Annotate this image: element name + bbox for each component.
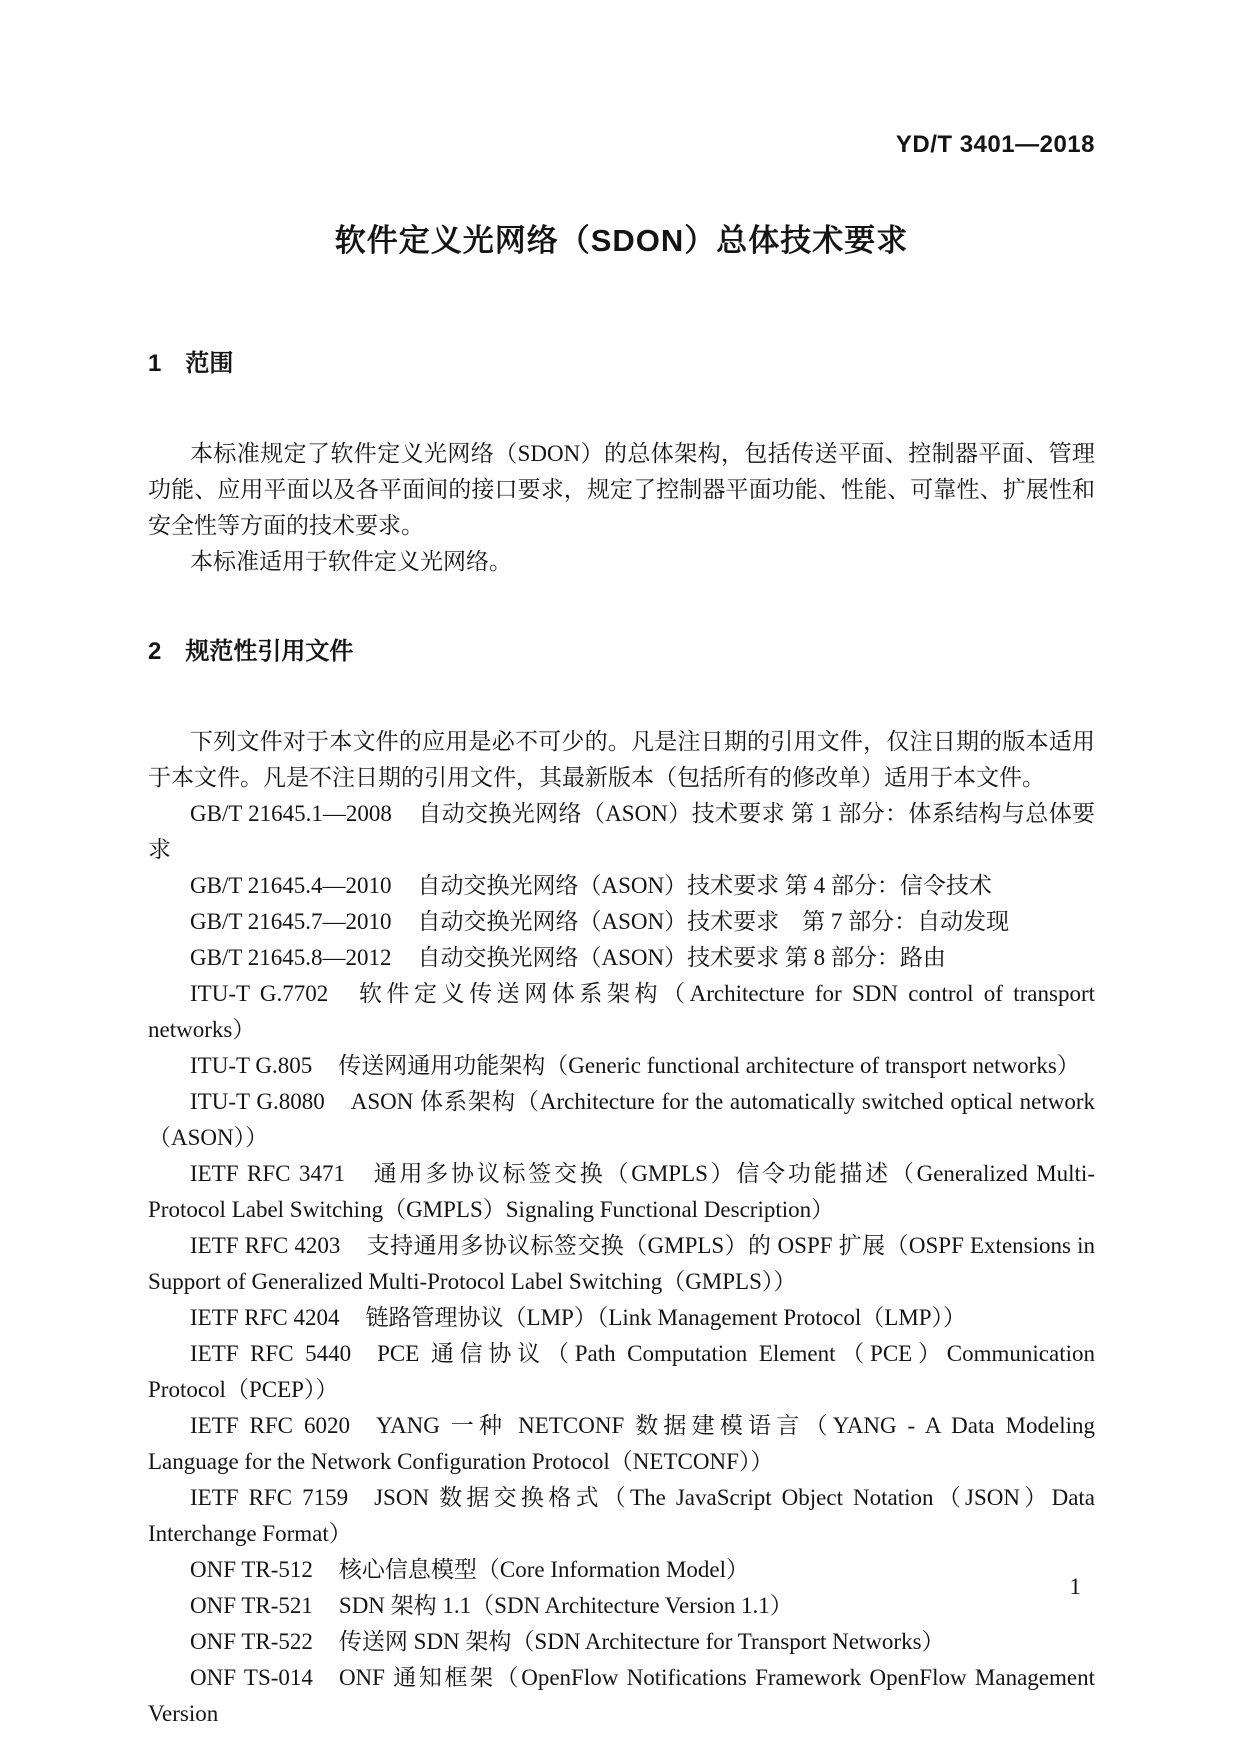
reference-id: ONF TR-522 xyxy=(190,1629,313,1654)
reference-id: IETF RFC 5440 xyxy=(190,1341,352,1366)
reference-desc: PCE 通信协议（Path Computation Element（PCE）Communication Protocol（PCEP）） xyxy=(148,1341,1095,1402)
reference-desc: 传送网 SDN 架构（SDN Architecture for Transport Networks） xyxy=(338,1629,945,1654)
reference-desc: SDN 架构 1.1（SDN Architecture Version 1.1） xyxy=(338,1593,793,1618)
reference-item xyxy=(148,1228,1095,1300)
reference-item xyxy=(148,1048,1095,1084)
reference-desc: 传送网通用功能架构（Generic functional architecture of transport networks） xyxy=(338,1053,1080,1078)
reference-item xyxy=(148,1552,1095,1588)
standard-number-header: YD/T 3401—2018 xyxy=(895,131,1095,158)
reference-desc: 通用多协议标签交换（GMPLS）信令功能描述（Generalized Multi-Protocol Label Switching（GMPLS）Signaling Functional Description） xyxy=(148,1161,1095,1222)
document-title: 软件定义光网络（SDON）总体技术要求 xyxy=(334,223,909,258)
reference-id: ITU-T G.7702 xyxy=(190,981,329,1006)
reference-desc: 软件定义传送网体系架构（Architecture for SDN control of transport networks） xyxy=(148,981,1095,1042)
page-number: 1 xyxy=(1069,1574,1081,1599)
reference-id: GB/T 21645.4—2010 xyxy=(190,873,392,898)
reference-item xyxy=(148,1624,1095,1660)
reference-id: IETF RFC 7159 xyxy=(190,1485,349,1510)
reference-item xyxy=(148,796,1095,868)
reference-item xyxy=(148,1084,1095,1156)
scope-paragraphs xyxy=(148,436,1095,580)
reference-id: IETF RFC 6020 xyxy=(190,1413,350,1438)
scope-paragraph-2: 本标准适用于软件定义光网络。 xyxy=(190,549,512,574)
reference-item xyxy=(148,1300,1095,1336)
reference-item xyxy=(148,904,1095,940)
reference-id: GB/T 21645.7—2010 xyxy=(190,909,392,934)
reference-desc: 自动交换光网络（ASON）技术要求 第 4 部分：信令技术 xyxy=(417,873,992,898)
reference-id: GB/T 21645.1—2008 xyxy=(190,801,392,826)
reference-id: IETF RFC 4204 xyxy=(190,1305,340,1330)
references-list xyxy=(148,796,1095,1732)
section-1-title: 范围 xyxy=(185,350,234,377)
reference-desc: 自动交换光网络（ASON）技术要求 第 8 部分：路由 xyxy=(417,945,946,970)
reference-id: ITU-T G.8080 xyxy=(190,1089,325,1114)
reference-item xyxy=(148,868,1095,904)
reference-item xyxy=(148,1156,1095,1228)
reference-item xyxy=(148,940,1095,976)
reference-id: GB/T 21645.8—2012 xyxy=(190,945,392,970)
reference-desc: 自动交换光网络（ASON）技术要求 第 7 部分：自动发现 xyxy=(417,909,1010,934)
section-1-number: 1 xyxy=(148,350,162,377)
section-2-number: 2 xyxy=(148,638,162,665)
reference-id: ITU-T G.805 xyxy=(190,1053,313,1078)
scope-paragraph-1: 本标准规定了软件定义光网络（SDON）的总体架构，包括传送平面、控制器平面、管理功能、应用平面以及各平面间的接口要求，规定了控制器平面功能、性能、可靠性、扩展性和安全性等方面的技术要求。 xyxy=(148,441,1095,538)
references-intro-block xyxy=(148,724,1095,1732)
reference-item xyxy=(148,1588,1095,1624)
reference-desc: 自动交换光网络（ASON）技术要求 第 1 部分：体系结构与总体要求 xyxy=(148,801,1095,862)
reference-id: ONF TR-521 xyxy=(190,1593,313,1618)
reference-item xyxy=(148,1336,1095,1408)
section-1-heading xyxy=(148,348,1095,380)
reference-desc: 支持通用多协议标签交换（GMPLS）的 OSPF 扩展（OSPF Extensions in Support of Generalized Multi-Protocol Label Switching（GMPLS）） xyxy=(148,1233,1095,1294)
reference-item xyxy=(148,1480,1095,1552)
references-intro: 下列文件对于本文件的应用是必不可少的。凡是注日期的引用文件，仅注日期的版本适用于本文件。凡是不注日期的引用文件，其最新版本（包括所有的修改单）适用于本文件。 xyxy=(148,729,1095,790)
reference-item xyxy=(148,976,1095,1048)
reference-desc: YANG 一种 NETCONF 数据建模语言（YANG - A Data Modeling Language for the Network Configuration Protocol（NETCONF）） xyxy=(148,1413,1095,1474)
reference-desc: JSON 数据交换格式（The JavaScript Object Notation（JSON）Data Interchange Format） xyxy=(148,1485,1096,1546)
reference-id: IETF RFC 4203 xyxy=(190,1233,341,1258)
reference-desc: ASON 体系架构（Architecture for the automatically switched optical network（ASON）） xyxy=(148,1089,1095,1150)
section-2-title: 规范性引用文件 xyxy=(185,638,354,665)
reference-id: IETF RFC 3471 xyxy=(190,1161,346,1186)
reference-item xyxy=(148,1660,1095,1732)
reference-id: ONF TR-512 xyxy=(190,1557,313,1582)
reference-item xyxy=(148,1408,1095,1480)
section-2-heading xyxy=(148,636,1095,668)
reference-id: ONF TS-014 xyxy=(190,1665,313,1690)
reference-desc: 链路管理协议（LMP）（Link Management Protocol（LMP）） xyxy=(365,1305,967,1330)
reference-desc: ONF 通知框架（OpenFlow Notifications Framework OpenFlow Management Version xyxy=(148,1665,1095,1726)
reference-desc: 核心信息模型（Core Information Model） xyxy=(338,1557,750,1582)
